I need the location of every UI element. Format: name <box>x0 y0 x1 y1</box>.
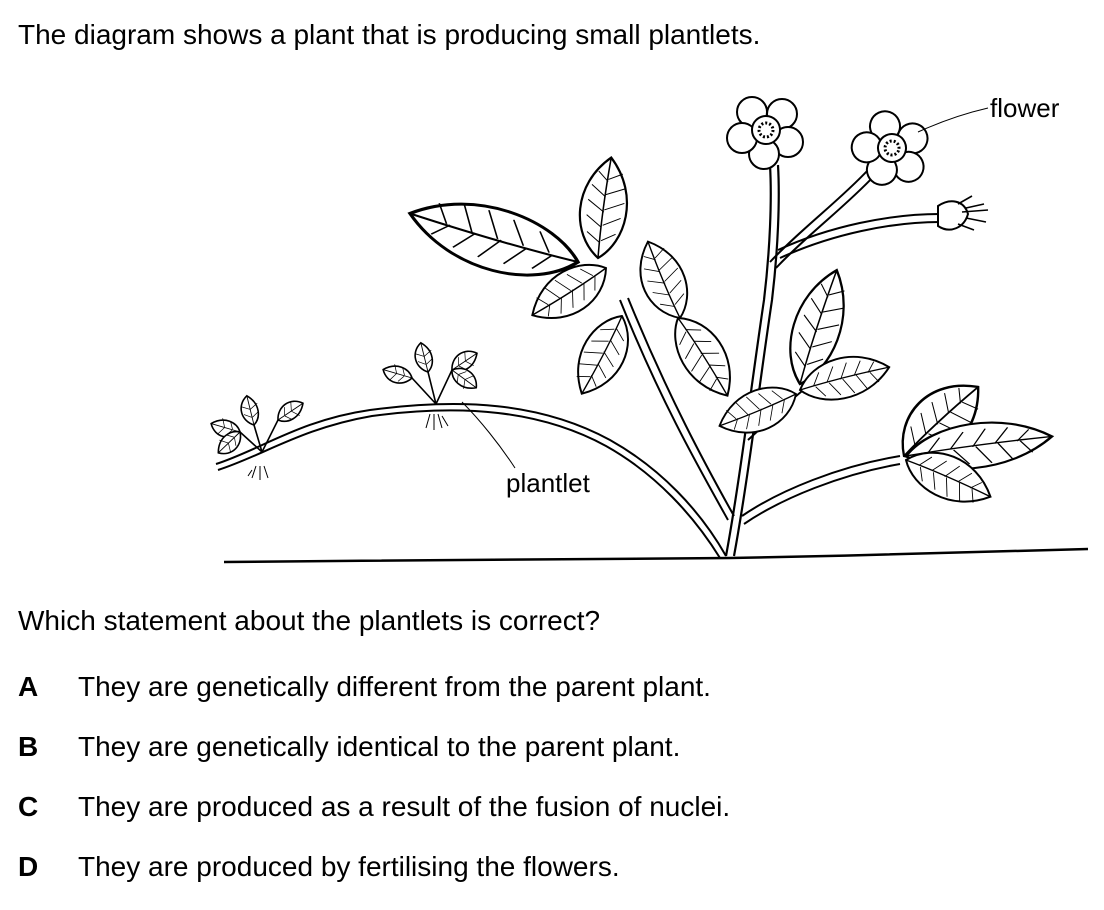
answer-options <box>18 670 1078 910</box>
plant-illustration <box>0 70 1104 590</box>
option-text: They are genetically different from the parent plant. <box>78 671 711 702</box>
option-text: They are genetically identical to the parent plant. <box>78 731 681 762</box>
plantlet-middle <box>380 341 481 430</box>
option-letter: A <box>18 671 39 702</box>
plantlet-label: plantlet <box>506 468 590 498</box>
option-b[interactable] <box>18 730 1078 790</box>
option-a[interactable] <box>18 670 1078 730</box>
question-text: Which statement about the plantlets is correct? <box>18 605 601 636</box>
flower-label: flower <box>990 93 1060 123</box>
intro-text: The diagram shows a plant that is producing small plantlets. <box>18 19 761 50</box>
plant-diagram <box>0 70 1104 590</box>
flower-right <box>842 104 938 198</box>
flower-bud <box>938 196 988 230</box>
option-letter: D <box>18 851 39 882</box>
option-letter: C <box>18 791 39 822</box>
option-letter: B <box>18 731 39 762</box>
flower-left <box>727 97 803 169</box>
option-c[interactable] <box>18 790 1078 850</box>
option-d[interactable] <box>18 850 1078 910</box>
option-text: They are produced by fertilising the flowers. <box>78 851 620 882</box>
option-text: They are produced as a result of the fusion of nuclei. <box>78 791 731 822</box>
plantlet-left <box>208 394 307 480</box>
